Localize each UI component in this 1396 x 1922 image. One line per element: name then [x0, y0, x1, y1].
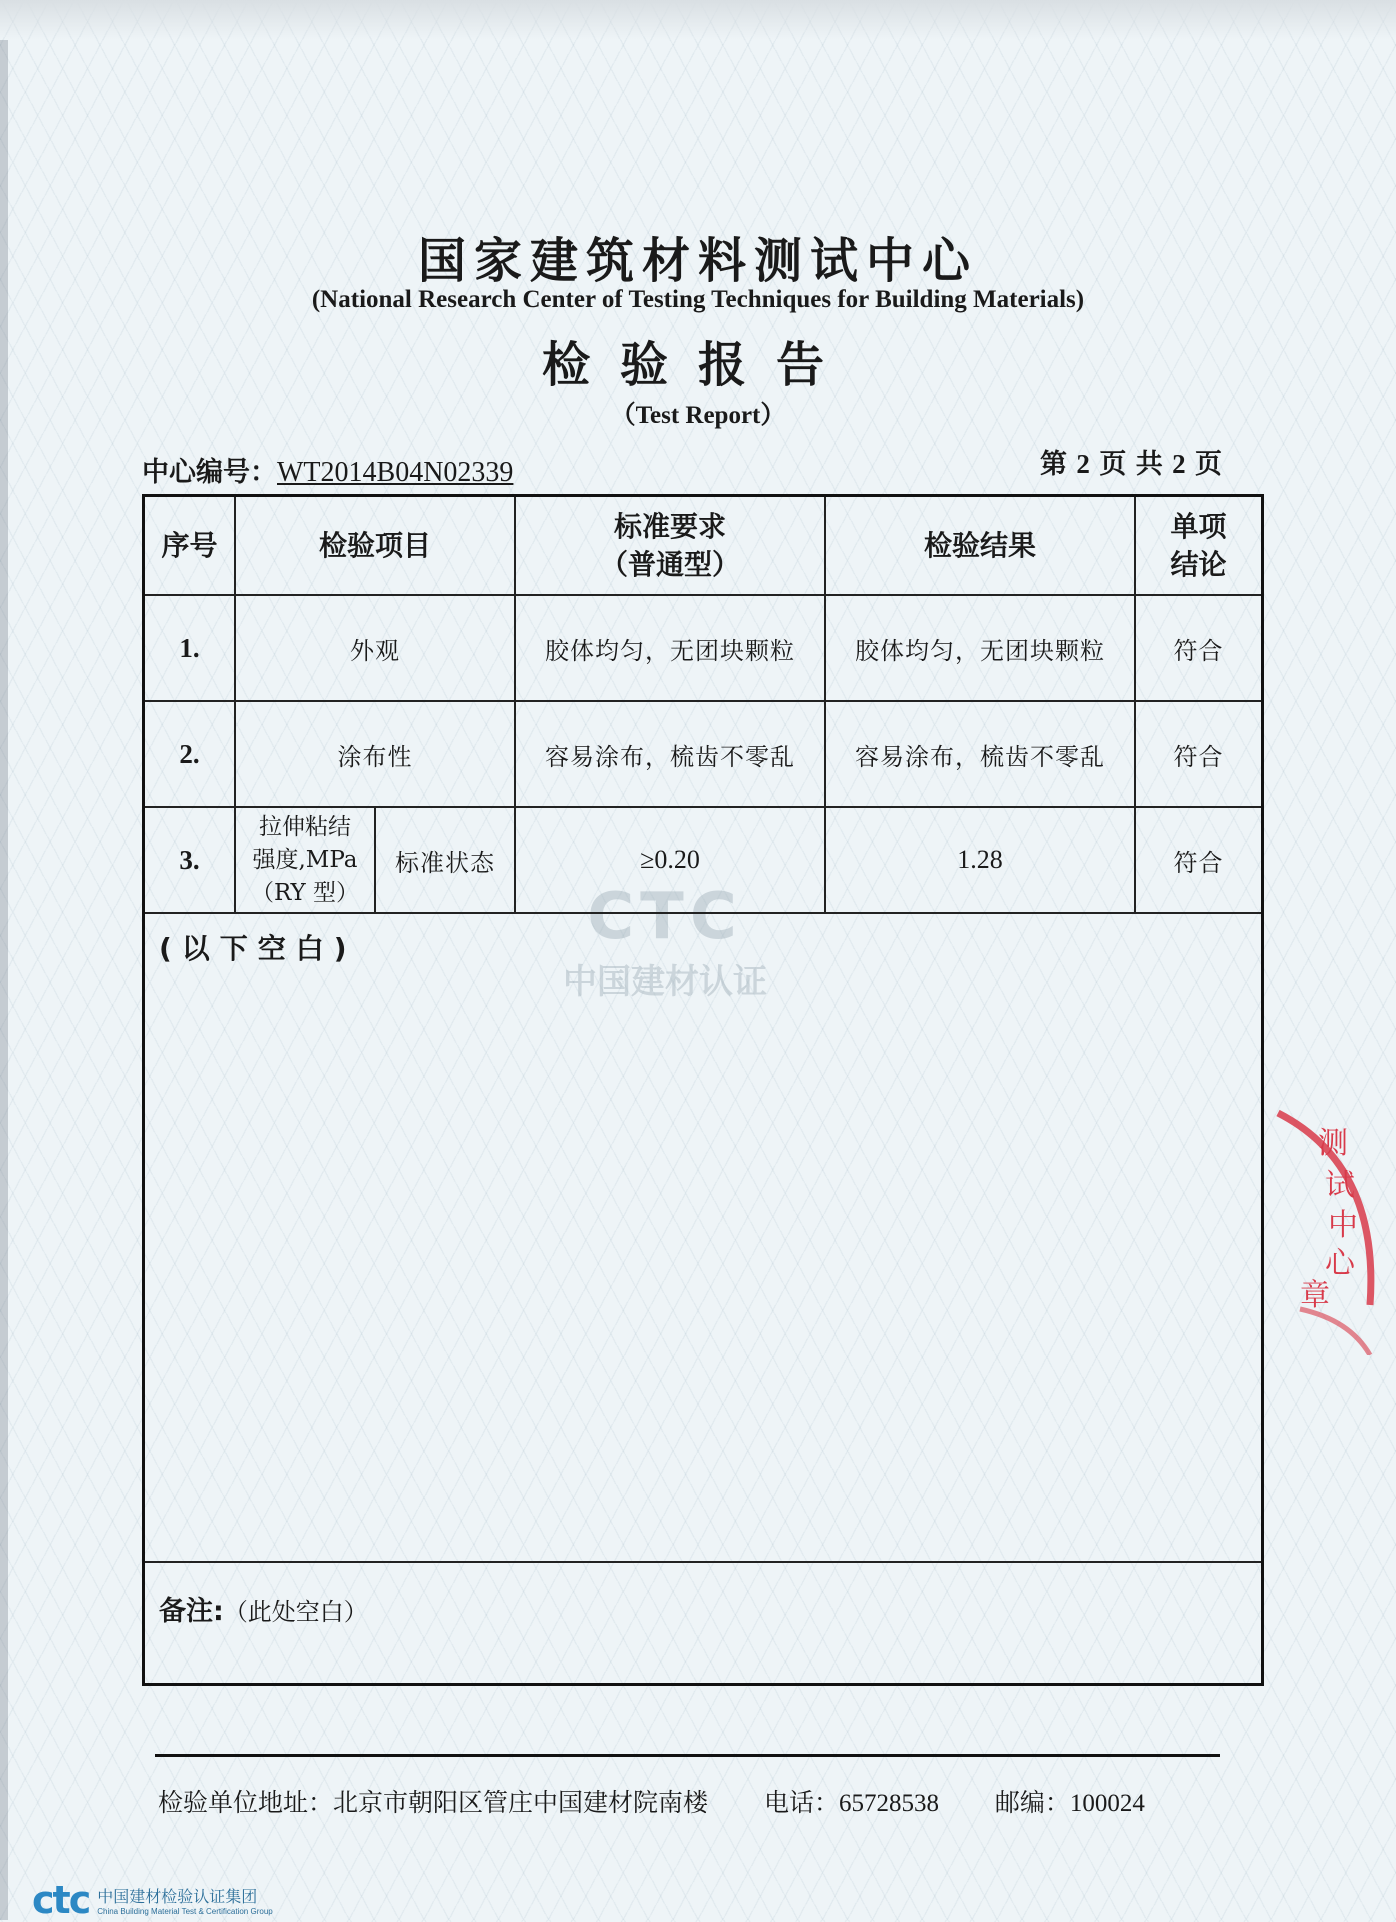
org-title-en: (National Research Center of Testing Techniques for Building Materials) [311, 286, 1085, 313]
footer-divider [155, 1754, 1220, 1757]
report-title-cn: 检验报告 [541, 337, 854, 393]
row-item: 涂布性 [235, 701, 515, 807]
header-seq: 序号 [145, 497, 235, 595]
header-standard [515, 497, 825, 595]
row-item: 外观 [235, 595, 515, 701]
table-header-row [145, 497, 1261, 595]
footer [158, 1783, 1228, 1819]
header-item: 检验项目 [235, 497, 515, 595]
seal-char: 测 [1318, 1126, 1348, 1161]
row-conclusion: 符合 [1135, 807, 1261, 913]
row-item-line2: 强度,MPa [252, 846, 358, 873]
address-label: 检验单位地址： [158, 1788, 334, 1817]
ctc-logo: ctc [32, 1878, 90, 1922]
remarks-label: 备注: [159, 1596, 224, 1627]
row-standard: 容易涂布，梳齿不零乱 [515, 701, 825, 807]
page-total: 2 [1172, 449, 1186, 479]
page-current: 2 [1076, 449, 1090, 479]
phone-value: 65728538 [838, 1790, 939, 1817]
scan-top-edge [0, 0, 1396, 40]
row-result: 胶体均匀，无团块颗粒 [825, 595, 1135, 701]
table-row [145, 595, 1261, 701]
red-seal-stamp [1270, 1095, 1390, 1355]
scan-left-edge [0, 40, 8, 1920]
brand-name-cn: 中国建材检验认证集团 [97, 1887, 258, 1906]
blank-note: (以下空白) [159, 932, 357, 965]
row-seq: 2. [145, 701, 235, 807]
address-value: 北京市朝阳区管庄中国建材院南楼 [333, 1788, 709, 1817]
row-conclusion: 符合 [1135, 595, 1261, 701]
postcode-value: 100024 [1069, 1790, 1145, 1817]
results-table [145, 497, 1261, 914]
phone-label: 电话： [763, 1788, 839, 1817]
row-item [235, 807, 375, 913]
report-frame [142, 494, 1264, 1686]
row-standard: 胶体均匀，无团块颗粒 [515, 595, 825, 701]
center-number [142, 450, 513, 489]
remarks-value: （此处空白） [223, 1598, 368, 1626]
postcode-label: 邮编： [994, 1788, 1070, 1817]
remarks-divider [145, 1561, 1261, 1563]
header-conclusion [1135, 497, 1261, 595]
header-result: 检验结果 [825, 497, 1135, 595]
page-suffix: 页 [1195, 449, 1223, 480]
header-standard-line1: 标准要求 [613, 509, 726, 543]
report-title-en: （Test Report） [610, 402, 786, 429]
brand-text [97, 1884, 273, 1916]
header-standard-line2: （普通型） [599, 547, 740, 581]
page-prefix: 第 [1040, 449, 1067, 480]
row-conclusion: 符合 [1135, 701, 1261, 807]
seal-char: 心 [1325, 1246, 1355, 1281]
ctc-brand [32, 1878, 273, 1922]
table-row [145, 807, 1261, 913]
page-mid: 页 共 [1099, 449, 1163, 480]
brand-name-en: China Building Material Test & Certification Group [97, 1907, 273, 1916]
page-indicator [1040, 442, 1222, 481]
table-row [145, 701, 1261, 807]
org-title-cn: 国家建筑材料测试中心 [417, 233, 978, 289]
center-number-label: 中心编号： [142, 457, 277, 488]
seal-char: 章 [1300, 1278, 1330, 1313]
row-result: 1.28 [825, 807, 1135, 913]
watermark-text: 中国建材认证 [563, 962, 767, 1002]
row-seq: 3. [145, 807, 235, 913]
header-conclusion-line2: 结论 [1170, 547, 1227, 581]
seal-char: 试 [1325, 1168, 1355, 1203]
header-conclusion-line1: 单项 [1170, 509, 1227, 543]
row-subitem: 标准状态 [375, 807, 515, 913]
center-number-value: WT2014B04N02339 [277, 457, 514, 488]
row-item-line1: 拉伸粘结 [259, 813, 351, 840]
watermark-logo: CTC [587, 880, 743, 954]
row-result: 容易涂布，梳齿不零乱 [825, 701, 1135, 807]
row-seq: 1. [145, 595, 235, 701]
row-item-line3: （RY 型） [250, 879, 360, 906]
row-standard: ≥0.20 [515, 807, 825, 913]
remarks [159, 1589, 368, 1628]
seal-char: 中 [1328, 1208, 1358, 1243]
